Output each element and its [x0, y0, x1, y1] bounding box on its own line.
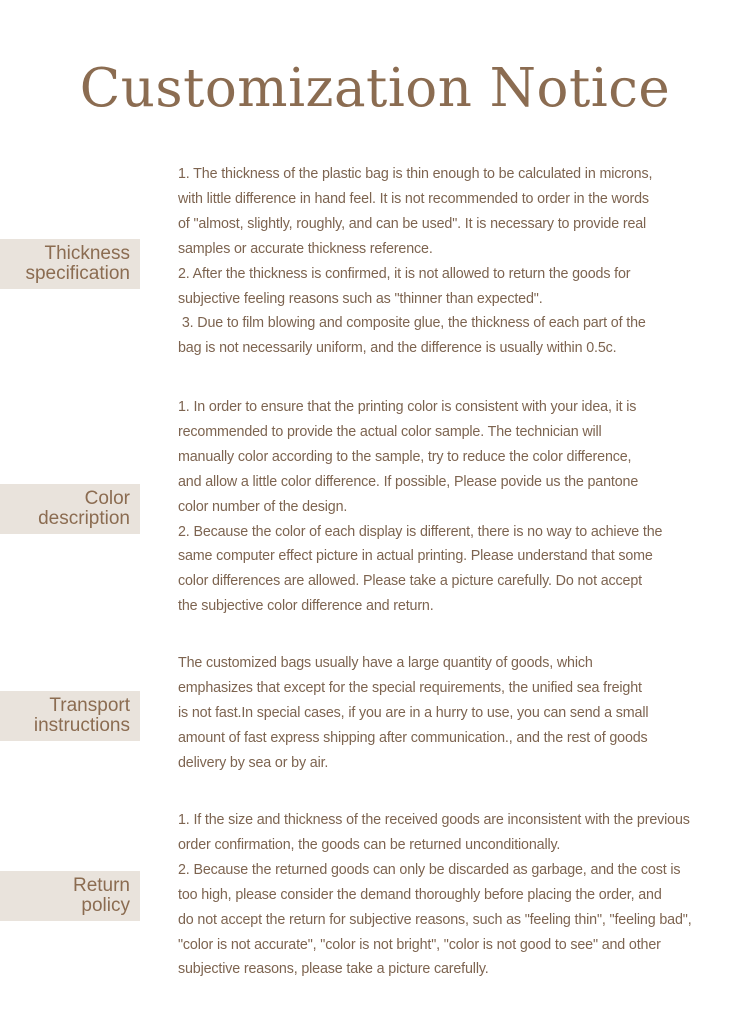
- transport-instructions-text: [178, 651, 743, 776]
- text-line: with little difference in hand feel. It is not recommended to order in the words: [178, 190, 649, 207]
- text-line: samples or accurate thickness reference.: [178, 240, 433, 257]
- text-line: order confirmation, the goods can be returned unconditionally.: [178, 836, 561, 853]
- text-line: 2. Because the color of each display is different, there is no way to achieve the: [178, 523, 663, 540]
- label-line: Transport: [49, 695, 130, 716]
- text-line: the subjective color difference and return.: [178, 598, 434, 615]
- label-line: Return: [72, 875, 130, 896]
- text-line: color differences are allowed. Please take a picture carefully. Do not accept: [178, 573, 642, 590]
- label-line: Thickness: [44, 243, 130, 264]
- page-title: Customization Notice: [79, 58, 671, 119]
- label-line: specification: [25, 263, 130, 284]
- text-line: bag is not necessarily uniform, and the difference is usually within 0.5c.: [178, 340, 617, 357]
- text-line: subjective feeling reasons such as "thinner than expected".: [178, 290, 543, 307]
- text-line: amount of fast express shipping after communication., and the rest of goods: [178, 729, 648, 746]
- text-line: "color is not accurate", "color is not bright", "color is not good to see" and other: [178, 936, 661, 953]
- text-line: same computer effect picture in actual printing. Please understand that some: [178, 548, 653, 565]
- return-policy-text: [178, 808, 743, 982]
- label-line: instructions: [33, 715, 130, 736]
- text-line: 2. After the thickness is confirmed, it is not allowed to return the goods for: [178, 265, 631, 282]
- color-description-text: [178, 395, 743, 619]
- text-line: manually color according to the sample, try to reduce the color difference,: [178, 448, 632, 465]
- text-line: 1. In order to ensure that the printing color is consistent with your idea, it is: [178, 399, 637, 415]
- text-line: is not fast.In special cases, if you are in a hurry to use, you can send a small: [178, 704, 649, 721]
- transport-instructions-label: [0, 691, 140, 741]
- text-line: of "almost, slightly, roughly, and can be used". It is necessary to provide real: [178, 215, 647, 232]
- label-line: description: [38, 508, 130, 529]
- text-line: and allow a little color difference. If possible, Please povide us the pantone: [178, 473, 639, 490]
- label-line: policy: [81, 895, 130, 916]
- return-policy-label: [0, 871, 140, 921]
- text-line: 3. Due to film blowing and composite glue, the thickness of each part of the: [178, 315, 646, 332]
- thickness-specification-label: [0, 239, 140, 289]
- thickness-specification-text: [178, 162, 743, 361]
- text-line: emphasizes that except for the special requirements, the unified sea freight: [178, 679, 642, 696]
- label-line: Color: [84, 488, 130, 509]
- text-line: too high, please consider the demand thoroughly before placing the order, and: [178, 886, 662, 903]
- text-line: do not accept the return for subjective reasons, such as "feeling thin", "feeling bad",: [178, 911, 692, 928]
- text-line: 1. The thickness of the plastic bag is thin enough to be calculated in microns,: [178, 166, 653, 182]
- color-description-label: [0, 484, 140, 534]
- text-line: The customized bags usually have a large quantity of goods, which: [178, 655, 593, 671]
- text-line: 2. Because the returned goods can only be discarded as garbage, and the cost is: [178, 861, 681, 878]
- text-line: subjective reasons, please take a picture carefully.: [178, 961, 489, 978]
- text-line: delivery by sea or by air.: [178, 754, 329, 771]
- text-line: recommended to provide the actual color sample. The technician will: [178, 423, 602, 440]
- text-line: 1. If the size and thickness of the received goods are inconsistent with the previous: [178, 812, 690, 828]
- text-line: color number of the design.: [178, 498, 348, 515]
